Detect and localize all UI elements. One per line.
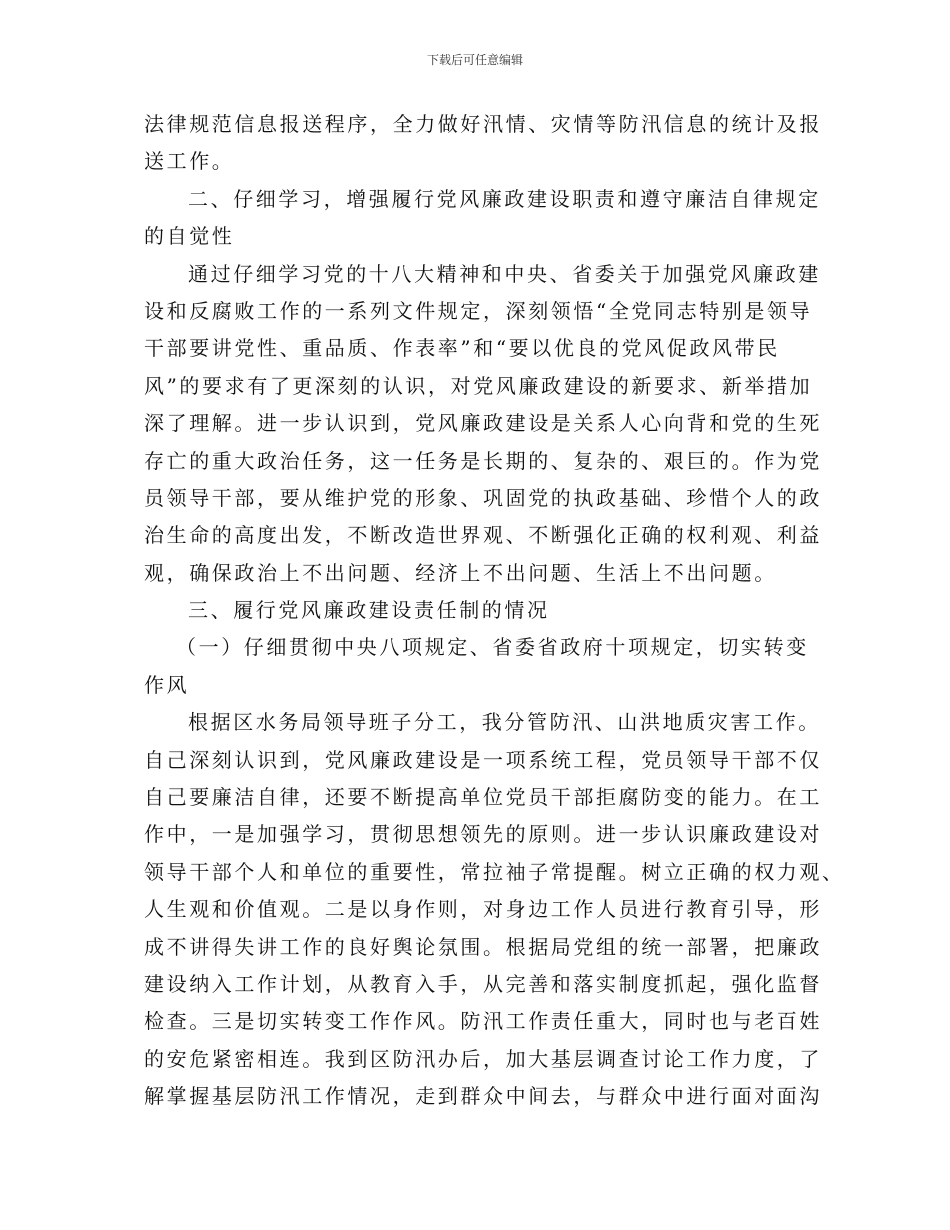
text-line: 观，确保政治上不出问题、经济上不出问题、生活上不出问题。 <box>144 560 777 585</box>
text-line: 人生观和价值观。二是以身作则，对身边工作人员进行教育引导，形 <box>144 897 822 922</box>
text-line: 存亡的重大政治任务，这一任务是长期的、复杂的、艰巨的。作为党 <box>144 448 822 473</box>
text-line: 治生命的高度出发，不断改造世界观、不断强化正确的权利观、利益 <box>144 523 822 548</box>
text-line: 自己要廉洁自律，还要不断提高单位党员干部拒腐防变的能力。在工 <box>144 785 822 810</box>
text-line: 解掌握基层防汛工作情况，走到群众中间去，与群众中进行面对面沟 <box>144 1084 822 1109</box>
text-line: 作中，一是加强学习，贯彻思想领先的原则。进一步认识廉政建设对 <box>144 822 822 847</box>
text-line: 深了理解。进一步认识到，党风廉政建设是关系人心向背和党的生死 <box>144 411 822 436</box>
text-line: 作风 <box>144 672 190 697</box>
document-body <box>144 106 845 1116</box>
text-line: 的自觉性 <box>144 224 235 249</box>
text-line: 法律规范信息报送程序，全力做好汛情、灾情等防汛信息的统计及报 <box>144 112 822 136</box>
text-line: 二、仔细学习，增强履行党风廉政建设职责和遵守廉洁自律规定 <box>188 186 821 211</box>
text-line: 三、履行党风廉政建设责任制的情况 <box>188 598 550 623</box>
text-line: 自己深刻认识到，党风廉政建设是一项系统工程，党员领导干部不仅 <box>144 747 822 772</box>
page-header: 下载后可任意编辑 <box>426 53 523 67</box>
text-line: 干部要讲党性、重品质、作表率”和“要以优良的党风促政风带民 <box>144 336 780 361</box>
text-line: 的安危紧密相连。我到区防汛办后，加大基层调查讨论工作力度，了 <box>144 1046 822 1071</box>
text-line: （一）仔细贯彻中央八项规定、省委省政府十项规定，切实转变 <box>176 635 809 660</box>
text-line: 送工作。 <box>144 149 235 174</box>
text-line: 领导干部个人和单位的重要性，常拉袖子常提醒。树立正确的权力观、 <box>144 859 845 884</box>
text-line: 建设纳入工作计划，从教育入手，从完善和落实制度抓起，强化监督 <box>144 971 822 996</box>
text-line: 根据区水务局领导班子分工，我分管防汛、山洪地质灾害工作。 <box>188 710 821 735</box>
text-line: 成不讲得失讲工作的良好舆论氛围。根据局党组的统一部署，把廉政 <box>144 934 822 959</box>
text-line: 风”的要求有了更深刻的认识，对党风廉政建设的新要求、新举措加 <box>144 373 813 398</box>
text-line: 员领导干部，要从维护党的形象、巩固党的执政基础、珍惜个人的政 <box>144 485 822 510</box>
text-line: 设和反腐败工作的一系列文件规定，深刻领悟“全党同志特别是领导 <box>144 298 813 323</box>
text-line: 检查。三是切实转变工作作风。防汛工作责任重大，同时也与老百姓 <box>144 1009 822 1034</box>
text-line: 通过仔细学习党的十八大精神和中央、省委关于加强党风廉政建 <box>188 261 821 286</box>
